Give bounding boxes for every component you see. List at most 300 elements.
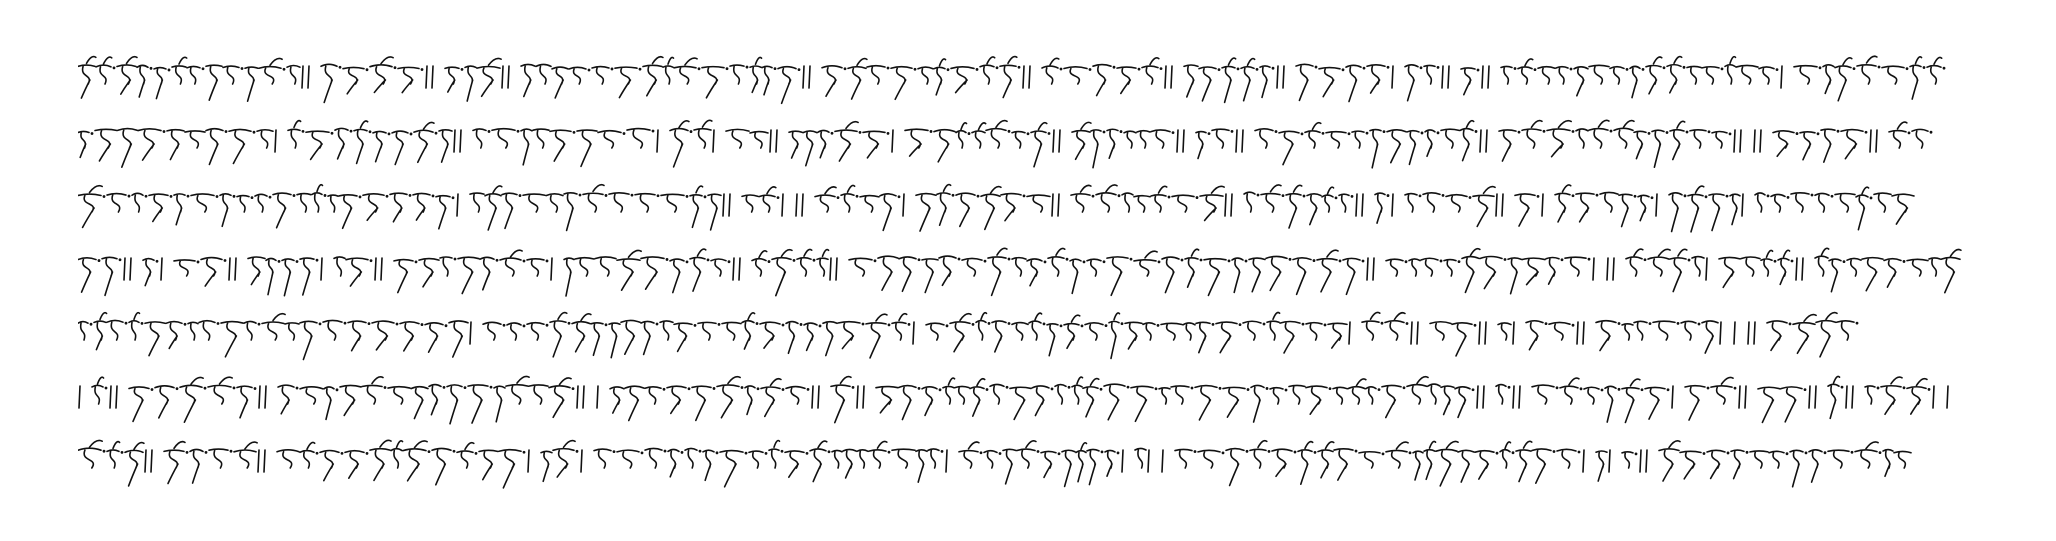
handwritten-glyph: [1835, 58, 1852, 101]
handwritten-glyph: [1367, 258, 1374, 280]
tsheg-mark: [1066, 258, 1069, 261]
handwritten-glyph: [1622, 452, 1633, 468]
handwritten-glyph: [843, 449, 856, 478]
tsheg-mark: [807, 388, 810, 391]
tsheg-mark: [837, 196, 840, 199]
handwritten-glyph: [259, 58, 282, 84]
handwritten-glyph: [137, 65, 148, 97]
handwritten-glyph: [1185, 249, 1199, 287]
tsheg-mark: [388, 132, 391, 135]
handwritten-glyph: [102, 257, 117, 295]
handwritten-glyph: [939, 256, 956, 285]
handwritten-glyph: [259, 386, 266, 408]
tsheg-mark: [777, 196, 780, 199]
tsheg-mark: [1355, 450, 1358, 453]
tsheg-mark: [716, 451, 719, 454]
handwritten-glyph: [439, 130, 452, 162]
handwritten-glyph: [187, 66, 200, 84]
handwritten-glyph: [782, 194, 783, 216]
handwritten-glyph: [1184, 65, 1198, 97]
handwritten-glyph: [645, 448, 662, 468]
handwritten-glyph: [458, 257, 479, 293]
handwritten-glyph: [1828, 376, 1840, 418]
handwritten-glyph: [786, 387, 805, 404]
handwritten-glyph: [1593, 258, 1594, 280]
tsheg-mark: [1496, 452, 1499, 455]
tsheg-mark: [1746, 451, 1749, 454]
tsheg-mark: [409, 194, 412, 197]
tsheg-mark: [1878, 66, 1881, 69]
tsheg-mark: [793, 259, 796, 262]
tsheg-mark: [798, 68, 801, 71]
handwritten-glyph: [480, 257, 494, 289]
tsheg-mark: [369, 130, 372, 133]
handwritten-glyph: [1800, 132, 1815, 160]
handwritten-glyph: [323, 320, 342, 340]
tsheg-mark: [145, 195, 148, 198]
handwritten-glyph: [287, 65, 300, 84]
handwritten-glyph: [266, 258, 276, 294]
tsheg-mark: [663, 388, 666, 391]
tsheg-mark: [1421, 132, 1424, 135]
tsheg-mark: [1572, 130, 1575, 133]
tsheg-mark: [119, 258, 122, 261]
handwritten-glyph: [96, 57, 112, 84]
handwritten-glyph: [617, 250, 641, 290]
handwritten-glyph: [1670, 249, 1687, 291]
handwritten-glyph: [1739, 386, 1746, 408]
handwritten-glyph: [1748, 322, 1755, 344]
handwritten-glyph: [1322, 187, 1334, 212]
text-line-2: [78, 108, 2018, 172]
handwritten-glyph: [373, 131, 386, 161]
handwritten-glyph: [1134, 251, 1157, 276]
handwritten-glyph: [1600, 192, 1618, 212]
tsheg-mark: [1322, 132, 1325, 135]
handwritten-glyph: [1109, 313, 1120, 358]
text-line-6: [78, 364, 2018, 428]
handwritten-glyph: [1688, 186, 1704, 232]
handwritten-glyph: [107, 320, 123, 340]
tsheg-mark: [757, 387, 760, 390]
tsheg-mark: [1561, 258, 1564, 261]
tsheg-mark: [1508, 386, 1511, 389]
handwritten-glyph: [335, 128, 348, 159]
handwritten-glyph: [174, 194, 185, 225]
handwritten-glyph: [321, 64, 337, 102]
tsheg-mark: [1191, 387, 1194, 390]
handwritten-glyph: [328, 195, 338, 212]
handwritten-glyph: [609, 323, 620, 358]
handwritten-glyph: [1874, 193, 1891, 212]
handwritten-glyph: [1117, 67, 1136, 93]
handwritten-glyph: [1241, 59, 1255, 101]
tsheg-mark: [1208, 132, 1211, 135]
tsheg-mark: [1335, 196, 1338, 199]
handwritten-glyph: [1162, 257, 1179, 293]
handwritten-glyph: [1841, 130, 1863, 159]
handwritten-glyph: [1319, 68, 1340, 97]
tsheg-mark: [977, 195, 980, 198]
handwritten-glyph: [1070, 259, 1081, 293]
handwritten-glyph: [1027, 195, 1050, 212]
tsheg-mark: [1282, 194, 1285, 197]
handwritten-glyph: [1444, 260, 1456, 276]
handwritten-glyph: [749, 451, 763, 468]
handwritten-glyph: [962, 258, 982, 276]
handwritten-glyph: [1261, 185, 1281, 212]
tsheg-mark: [368, 322, 371, 325]
handwritten-glyph: [984, 451, 997, 468]
handwritten-glyph: [302, 66, 309, 88]
handwritten-glyph: [1754, 130, 1761, 152]
tsheg-mark: [344, 322, 347, 325]
handwritten-glyph: [937, 185, 951, 226]
tsheg-mark: [831, 132, 834, 135]
handwritten-glyph: [643, 57, 663, 96]
handwritten-glyph: [92, 377, 104, 404]
tsheg-mark: [652, 130, 655, 133]
handwritten-glyph: [946, 450, 947, 472]
tsheg-mark: [269, 196, 272, 199]
handwritten-glyph: [1162, 450, 1163, 472]
handwritten-glyph: [449, 321, 468, 357]
tsheg-mark: [781, 450, 784, 453]
handwritten-glyph: [507, 323, 521, 340]
tsheg-mark: [1708, 130, 1711, 133]
tsheg-mark: [283, 68, 286, 71]
tsheg-mark: [225, 130, 228, 133]
tsheg-mark: [230, 450, 233, 453]
tsheg-mark: [339, 66, 342, 69]
handwritten-glyph: [527, 323, 544, 340]
tsheg-mark: [105, 387, 108, 390]
handwritten-glyph: [220, 194, 231, 227]
tsheg-mark: [546, 324, 549, 327]
tsheg-mark: [1158, 261, 1161, 264]
handwritten-glyph: [1328, 323, 1347, 348]
tsheg-mark: [1268, 450, 1271, 453]
tsheg-mark: [156, 260, 159, 263]
handwritten-glyph: [1386, 442, 1408, 468]
handwritten-glyph: [1171, 386, 1189, 404]
handwritten-glyph: [761, 379, 781, 417]
handwritten-glyph: [1052, 194, 1059, 216]
tsheg-mark: [316, 452, 319, 455]
handwritten-glyph: [1522, 258, 1545, 285]
tsheg-mark: [1181, 259, 1184, 262]
tsheg-mark: [1157, 324, 1160, 327]
handwritten-glyph: [1072, 377, 1083, 404]
handwritten-glyph: [916, 194, 936, 232]
tsheg-mark: [1419, 194, 1422, 197]
handwritten-glyph: [300, 387, 323, 404]
tsheg-mark: [1626, 68, 1629, 71]
handwritten-glyph: [1837, 321, 1854, 340]
handwritten-glyph: [470, 322, 471, 344]
handwritten-glyph: [1062, 450, 1075, 486]
handwritten-glyph: [541, 451, 552, 481]
handwritten-glyph: [1712, 131, 1727, 148]
tsheg-mark: [1570, 68, 1573, 71]
handwritten-glyph: [1096, 185, 1117, 212]
tsheg-mark: [774, 67, 777, 70]
handwritten-glyph: [107, 194, 126, 212]
handwritten-glyph: [789, 131, 802, 158]
tsheg-mark: [1572, 194, 1575, 197]
tsheg-mark: [1378, 388, 1381, 391]
handwritten-glyph: [394, 260, 413, 293]
handwritten-glyph: [1499, 130, 1516, 161]
handwritten-glyph: [970, 379, 985, 416]
handwritten-glyph: [1277, 66, 1284, 88]
handwritten-glyph: [1560, 378, 1579, 404]
handwritten-glyph: [1473, 187, 1495, 227]
handwritten-glyph: [1771, 194, 1785, 212]
tsheg-mark: [968, 132, 971, 135]
handwritten-glyph: [392, 131, 408, 165]
handwritten-glyph: [523, 194, 545, 212]
handwritten-glyph: [1687, 66, 1701, 84]
tsheg-mark: [296, 260, 299, 263]
tsheg-mark: [1512, 451, 1515, 454]
handwritten-glyph: [1479, 322, 1486, 344]
handwritten-glyph: [78, 131, 89, 157]
tsheg-mark: [898, 195, 901, 198]
handwritten-glyph: [521, 64, 535, 96]
handwritten-glyph: [835, 122, 858, 161]
handwritten-glyph: [1846, 386, 1853, 408]
tsheg-mark: [251, 196, 254, 199]
tsheg-mark: [1477, 69, 1480, 72]
handwritten-glyph: [1087, 259, 1101, 276]
handwritten-glyph: [485, 186, 502, 230]
handwritten-glyph: [1583, 450, 1584, 472]
handwritten-glyph: [1480, 130, 1487, 152]
handwritten-glyph: [822, 66, 842, 96]
tsheg-mark: [1218, 68, 1221, 71]
tsheg-mark: [1870, 197, 1873, 200]
handwritten-glyph: [275, 130, 276, 152]
tsheg-mark: [125, 322, 128, 325]
handwritten-glyph: [1053, 130, 1060, 152]
tsheg-mark: [887, 132, 890, 135]
handwritten-glyph: [723, 194, 730, 216]
tsheg-mark: [999, 452, 1002, 455]
tsheg-mark: [1068, 386, 1071, 389]
tsheg-mark: [1943, 67, 1946, 70]
handwritten-glyph: [1386, 259, 1403, 276]
handwritten-glyph: [575, 258, 594, 276]
tsheg-mark: [1314, 451, 1317, 454]
handwritten-glyph: [1730, 194, 1740, 224]
tsheg-mark: [1315, 66, 1318, 69]
tsheg-mark: [1257, 194, 1260, 197]
handwritten-glyph: [1475, 451, 1494, 479]
tsheg-mark: [1648, 132, 1651, 135]
handwritten-glyph: [479, 450, 498, 479]
handwritten-glyph: [1547, 121, 1571, 157]
handwritten-glyph: [1855, 442, 1878, 468]
tsheg-mark: [1237, 67, 1240, 70]
tsheg-mark: [1101, 451, 1104, 454]
handwritten-glyph: [1159, 388, 1170, 404]
tsheg-mark: [568, 322, 571, 325]
tsheg-mark: [1387, 66, 1390, 69]
handwritten-glyph: [1076, 443, 1087, 482]
handwritten-glyph: [742, 195, 758, 212]
tsheg-mark: [1058, 452, 1061, 455]
handwritten-glyph: [785, 451, 804, 477]
tsheg-mark: [782, 324, 785, 327]
handwritten-glyph: [635, 194, 655, 212]
tsheg-mark: [435, 132, 438, 135]
tsheg-mark: [475, 452, 478, 455]
handwritten-glyph: [577, 130, 597, 166]
handwritten-glyph: [1143, 323, 1155, 340]
handwritten-glyph: [926, 323, 944, 340]
handwritten-glyph: [1758, 387, 1780, 422]
handwritten-glyph: [447, 385, 462, 424]
handwritten-glyph: [468, 385, 488, 423]
tsheg-mark: [828, 450, 831, 453]
tsheg-mark: [1688, 259, 1691, 262]
handwritten-glyph: [750, 57, 762, 92]
handwritten-glyph: [1516, 441, 1532, 481]
handwritten-glyph: [1356, 194, 1363, 216]
handwritten-glyph: [988, 248, 1007, 295]
handwritten-glyph: [980, 57, 995, 84]
handwritten-glyph: [564, 193, 577, 231]
tsheg-mark: [464, 386, 467, 389]
handwritten-glyph: [1407, 377, 1428, 404]
tsheg-mark: [1851, 451, 1854, 454]
tsheg-mark: [1363, 67, 1366, 70]
handwritten-glyph: [1731, 450, 1744, 479]
handwritten-glyph: [1411, 322, 1418, 344]
handwritten-glyph: [1634, 131, 1646, 158]
handwritten-glyph: [1405, 65, 1418, 101]
handwritten-glyph: [1652, 130, 1664, 167]
handwritten-glyph: [354, 121, 368, 163]
handwritten-glyph: [282, 259, 294, 296]
tsheg-mark: [336, 388, 339, 391]
handwritten-glyph: [245, 67, 258, 101]
handwritten-glyph: [167, 130, 184, 160]
tsheg-mark: [1018, 66, 1021, 69]
tsheg-mark: [1903, 386, 1906, 389]
handwritten-glyph: [527, 259, 544, 276]
tsheg-mark: [862, 323, 865, 326]
tsheg-mark: [1222, 451, 1225, 454]
tsheg-mark: [1805, 451, 1808, 454]
tsheg-mark: [1130, 258, 1133, 261]
tsheg-mark: [1266, 387, 1269, 390]
handwritten-glyph: [1359, 452, 1380, 468]
handwritten-glyph: [457, 443, 474, 468]
handwritten-glyph: [972, 123, 986, 148]
handwritten-glyph: [1549, 322, 1570, 340]
handwritten-glyph: [1367, 65, 1385, 93]
handwritten-glyph: [506, 376, 529, 404]
tsheg-mark: [806, 452, 809, 455]
handwritten-glyph: [1226, 449, 1244, 486]
tsheg-mark: [1219, 387, 1222, 390]
handwritten-glyph: [1546, 257, 1559, 284]
handwritten-glyph: [229, 129, 251, 163]
tsheg-mark: [1651, 196, 1654, 199]
tsheg-mark: [490, 386, 493, 389]
tsheg-mark: [254, 387, 257, 390]
tsheg-mark: [1387, 194, 1390, 197]
tsheg-mark: [1329, 387, 1332, 390]
tsheg-mark: [756, 322, 759, 325]
handwritten-glyph: [1452, 323, 1472, 356]
handwritten-glyph: [465, 66, 476, 101]
tsheg-mark: [1160, 67, 1163, 70]
handwritten-glyph: [1809, 386, 1816, 408]
handwritten-glyph: [529, 385, 548, 404]
handwritten-glyph: [553, 441, 575, 478]
handwritten-glyph: [419, 259, 439, 287]
tsheg-mark: [278, 260, 281, 263]
handwritten-glyph: [1711, 377, 1733, 404]
tsheg-mark: [1313, 259, 1316, 262]
tsheg-mark: [1831, 195, 1834, 198]
handwritten-glyph: [166, 322, 182, 349]
handwritten-glyph: [1702, 321, 1718, 353]
tsheg-mark: [1853, 67, 1856, 70]
tsheg-mark: [613, 450, 616, 453]
handwritten-glyph: [1306, 323, 1322, 340]
handwritten-glyph: [1670, 121, 1685, 159]
handwritten-glyph: [206, 129, 223, 165]
tsheg-mark: [782, 388, 785, 391]
handwritten-glyph: [552, 67, 568, 98]
handwritten-glyph: [694, 120, 712, 148]
tsheg-mark: [1168, 196, 1171, 199]
handwritten-glyph: [1609, 450, 1610, 472]
handwritten-glyph: [257, 130, 273, 148]
tsheg-mark: [1037, 450, 1040, 453]
tsheg-mark: [1727, 452, 1730, 455]
tsheg-mark: [421, 68, 424, 71]
handwritten-glyph: [1204, 259, 1226, 296]
handwritten-glyph: [1576, 129, 1588, 148]
tsheg-mark: [319, 322, 322, 325]
handwritten-glyph: [1759, 67, 1774, 84]
tsheg-mark: [1729, 132, 1732, 135]
handwritten-glyph: [129, 313, 140, 340]
tsheg-mark: [1537, 195, 1540, 198]
tsheg-mark: [1774, 260, 1777, 263]
handwritten-glyph: [1183, 323, 1195, 340]
handwritten-glyph: [1883, 450, 1893, 477]
handwritten-glyph: [1446, 195, 1467, 212]
tsheg-mark: [1641, 388, 1644, 391]
tsheg-mark: [91, 132, 94, 135]
handwritten-glyph: [201, 258, 222, 286]
handwritten-glyph: [569, 67, 586, 84]
handwritten-glyph: [1596, 451, 1607, 481]
handwritten-glyph: [1856, 187, 1869, 230]
handwritten-glyph: [1125, 322, 1142, 349]
handwritten-glyph: [1477, 386, 1484, 408]
tsheg-mark: [1819, 66, 1822, 69]
handwritten-glyph: [750, 132, 768, 148]
handwritten-glyph: [742, 313, 755, 349]
handwritten-glyph: [899, 257, 916, 291]
